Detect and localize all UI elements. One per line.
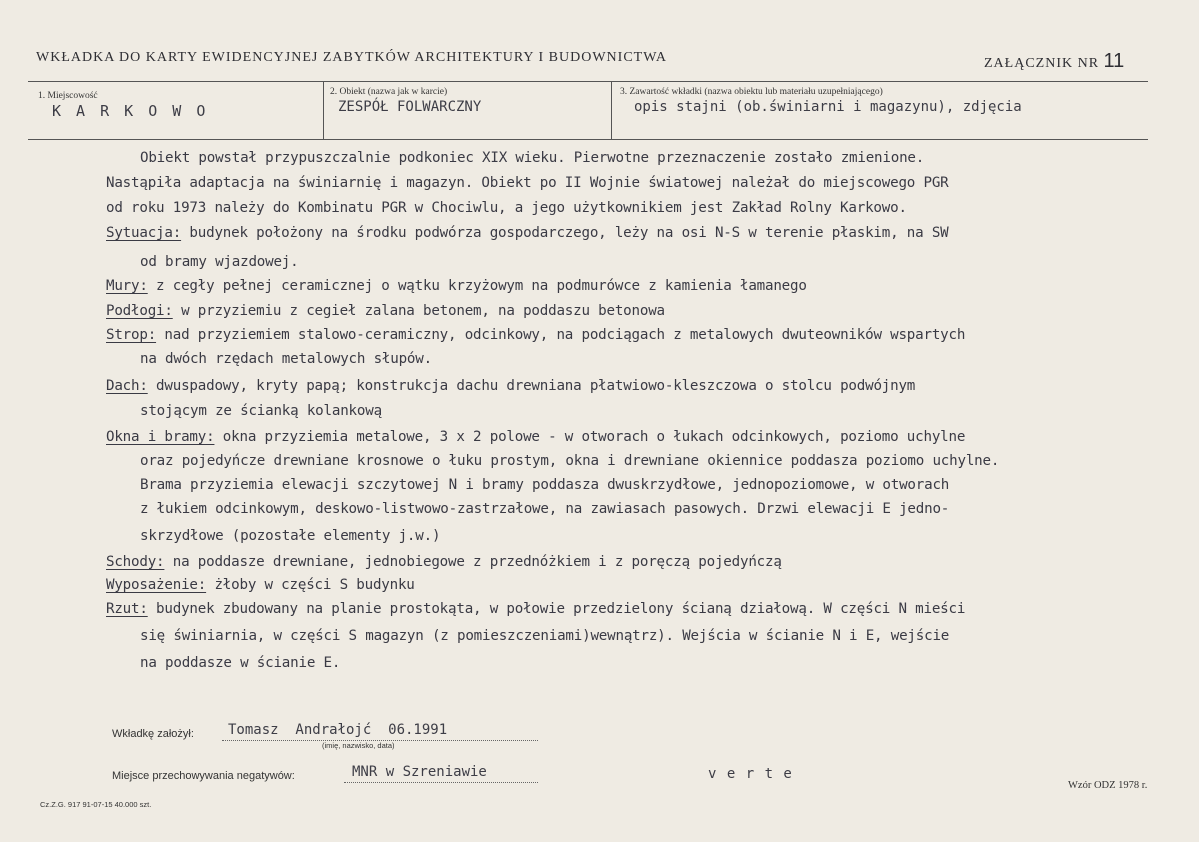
body-line: Brama przyziemia elewacji szczytowej N i bramy poddasza dwuskrzydłowe, jednopoziomowe, w otworach xyxy=(140,477,950,493)
author-hint: (imię, nazwisko, data) xyxy=(322,741,395,750)
section-heading: Sytuacja: xyxy=(106,225,182,241)
negatives-value: MNR w Szreniawie xyxy=(352,764,487,780)
section-windows-gates xyxy=(106,429,965,445)
author-label: Wkładkę założył: xyxy=(112,728,194,740)
field-3-value: opis stajni (ob.świniarni i magazynu), zdjęcia xyxy=(634,99,1022,115)
annex-number xyxy=(984,50,1124,73)
field-1-value: K A R K O W O xyxy=(52,102,209,120)
field-2-value: ZESPÓŁ FOLWARCZNY xyxy=(338,99,482,115)
form-code: Wzór ODZ 1978 r. xyxy=(1068,780,1148,791)
body-line: stojącym ze ścianką kolankową xyxy=(140,403,382,419)
section-text: nad przyziemiem stalowo-ceramiczny, odcinkowy, na podciągach z metalowych dwuteowników wspartych xyxy=(156,327,966,343)
section-situation xyxy=(106,225,949,241)
header-bottom-rule xyxy=(28,139,1148,140)
annex-label: ZAŁĄCZNIK NR xyxy=(984,56,1100,71)
body-line: skrzydłowe (pozostałe elementy j.w.) xyxy=(140,528,441,544)
body-line: na dwóch rzędach metalowych słupów. xyxy=(140,351,432,367)
section-text: w przyziemiu z cegieł zalana betonem, na poddaszu betonowa xyxy=(172,303,665,319)
section-heading: Okna i bramy: xyxy=(106,429,215,445)
header-top-rule xyxy=(28,81,1148,82)
negatives-line xyxy=(344,782,538,783)
section-walls xyxy=(106,278,807,294)
form-title: WKŁADKA DO KARTY EWIDENCYJNEJ ZABYTKÓW ARCHITEKTURY I BUDOWNICTWA xyxy=(36,50,667,65)
section-heading: Dach: xyxy=(106,378,148,394)
section-text: dwuspadowy, kryty papą; konstrukcja dachu drewniana płatwiowo-kleszczowa o stolcu podwójnym xyxy=(147,378,916,394)
section-heading: Podłogi: xyxy=(106,303,173,319)
section-heading: Rzut: xyxy=(106,601,148,617)
body-line: Obiekt powstał przypuszczalnie podkoniec XIX wieku. Pierwotne przeznaczenie zostało zmienione. xyxy=(140,150,925,166)
section-heading: Schody: xyxy=(106,554,165,570)
section-floors xyxy=(106,303,665,319)
annex-value: 11 xyxy=(1103,50,1125,72)
negatives-label: Miejsce przechowywania negatywów: xyxy=(112,770,295,782)
section-stairs xyxy=(106,554,782,570)
section-heading: Wyposażenie: xyxy=(106,577,207,593)
author-value: Tomasz Andrałojć 06.1991 xyxy=(228,722,448,738)
verte-note: v e r t e xyxy=(708,766,793,782)
body-line: od bramy wjazdowej. xyxy=(140,254,299,270)
section-equipment xyxy=(106,577,415,593)
section-roof xyxy=(106,378,915,394)
body-line: na poddasze w ścianie E. xyxy=(140,655,341,671)
print-code: Cz.Z.G. 917 91-07-15 40.000 szt. xyxy=(40,800,152,809)
section-plan xyxy=(106,601,965,617)
body-line: od roku 1973 należy do Kombinatu PGR w Chociwlu, a jego użytkownikiem jest Zakład Rolny Karkowo. xyxy=(106,200,907,216)
field-divider-2 xyxy=(611,81,612,139)
section-heading: Strop: xyxy=(106,327,157,343)
section-text: żłoby w części S budynku xyxy=(206,577,415,593)
body-line: oraz pojedyńcze drewniane krosnowe o łuku prostym, okna i drewniane okiennice poddasza poziomo uchylne. xyxy=(140,453,1000,469)
field-3-label: 3. Zawartość wkładki (nazwa obiektu lub materiału uzupełniającego) xyxy=(620,87,883,97)
body-line: się świniarnia, w części S magazyn (z pomieszczeniami)wewnątrz). Wejścia w ścianie N i E, wejście xyxy=(140,628,950,644)
section-text: z cegły pełnej ceramicznej o wątku krzyżowym na podmurówce z kamienia łamanego xyxy=(147,278,807,294)
section-text: okna przyziemia metalowe, 3 x 2 polowe - w otworach o łukach odcinkowych, poziomo uchylne xyxy=(214,429,966,445)
field-divider-1 xyxy=(323,81,324,139)
section-text: budynek zbudowany na planie prostokąta, w połowie przedzielony ścianą działową. W części N mieści xyxy=(147,601,966,617)
section-text: na poddasze drewniane, jednobiegowe z przednóżkiem i z poręczą pojedyńczą xyxy=(164,554,782,570)
section-heading: Mury: xyxy=(106,278,148,294)
field-2-label: 2. Obiekt (nazwa jak w karcie) xyxy=(330,87,448,97)
field-1-label: 1. Miejscowość xyxy=(38,91,98,101)
section-ceiling xyxy=(106,327,965,343)
body-line: Nastąpiła adaptacja na świniarnię i magazyn. Obiekt po II Wojnie światowej należał do miejscowego PGR xyxy=(106,175,949,191)
body-line: z łukiem odcinkowym, deskowo-listwowo-zastrzałowe, na zawiasach pasowych. Drzwi elewacji E jedno- xyxy=(140,501,950,517)
section-text: budynek położony na środku podwórza gospodarczego, leży na osi N-S w terenie płaskim, na SW xyxy=(181,225,949,241)
